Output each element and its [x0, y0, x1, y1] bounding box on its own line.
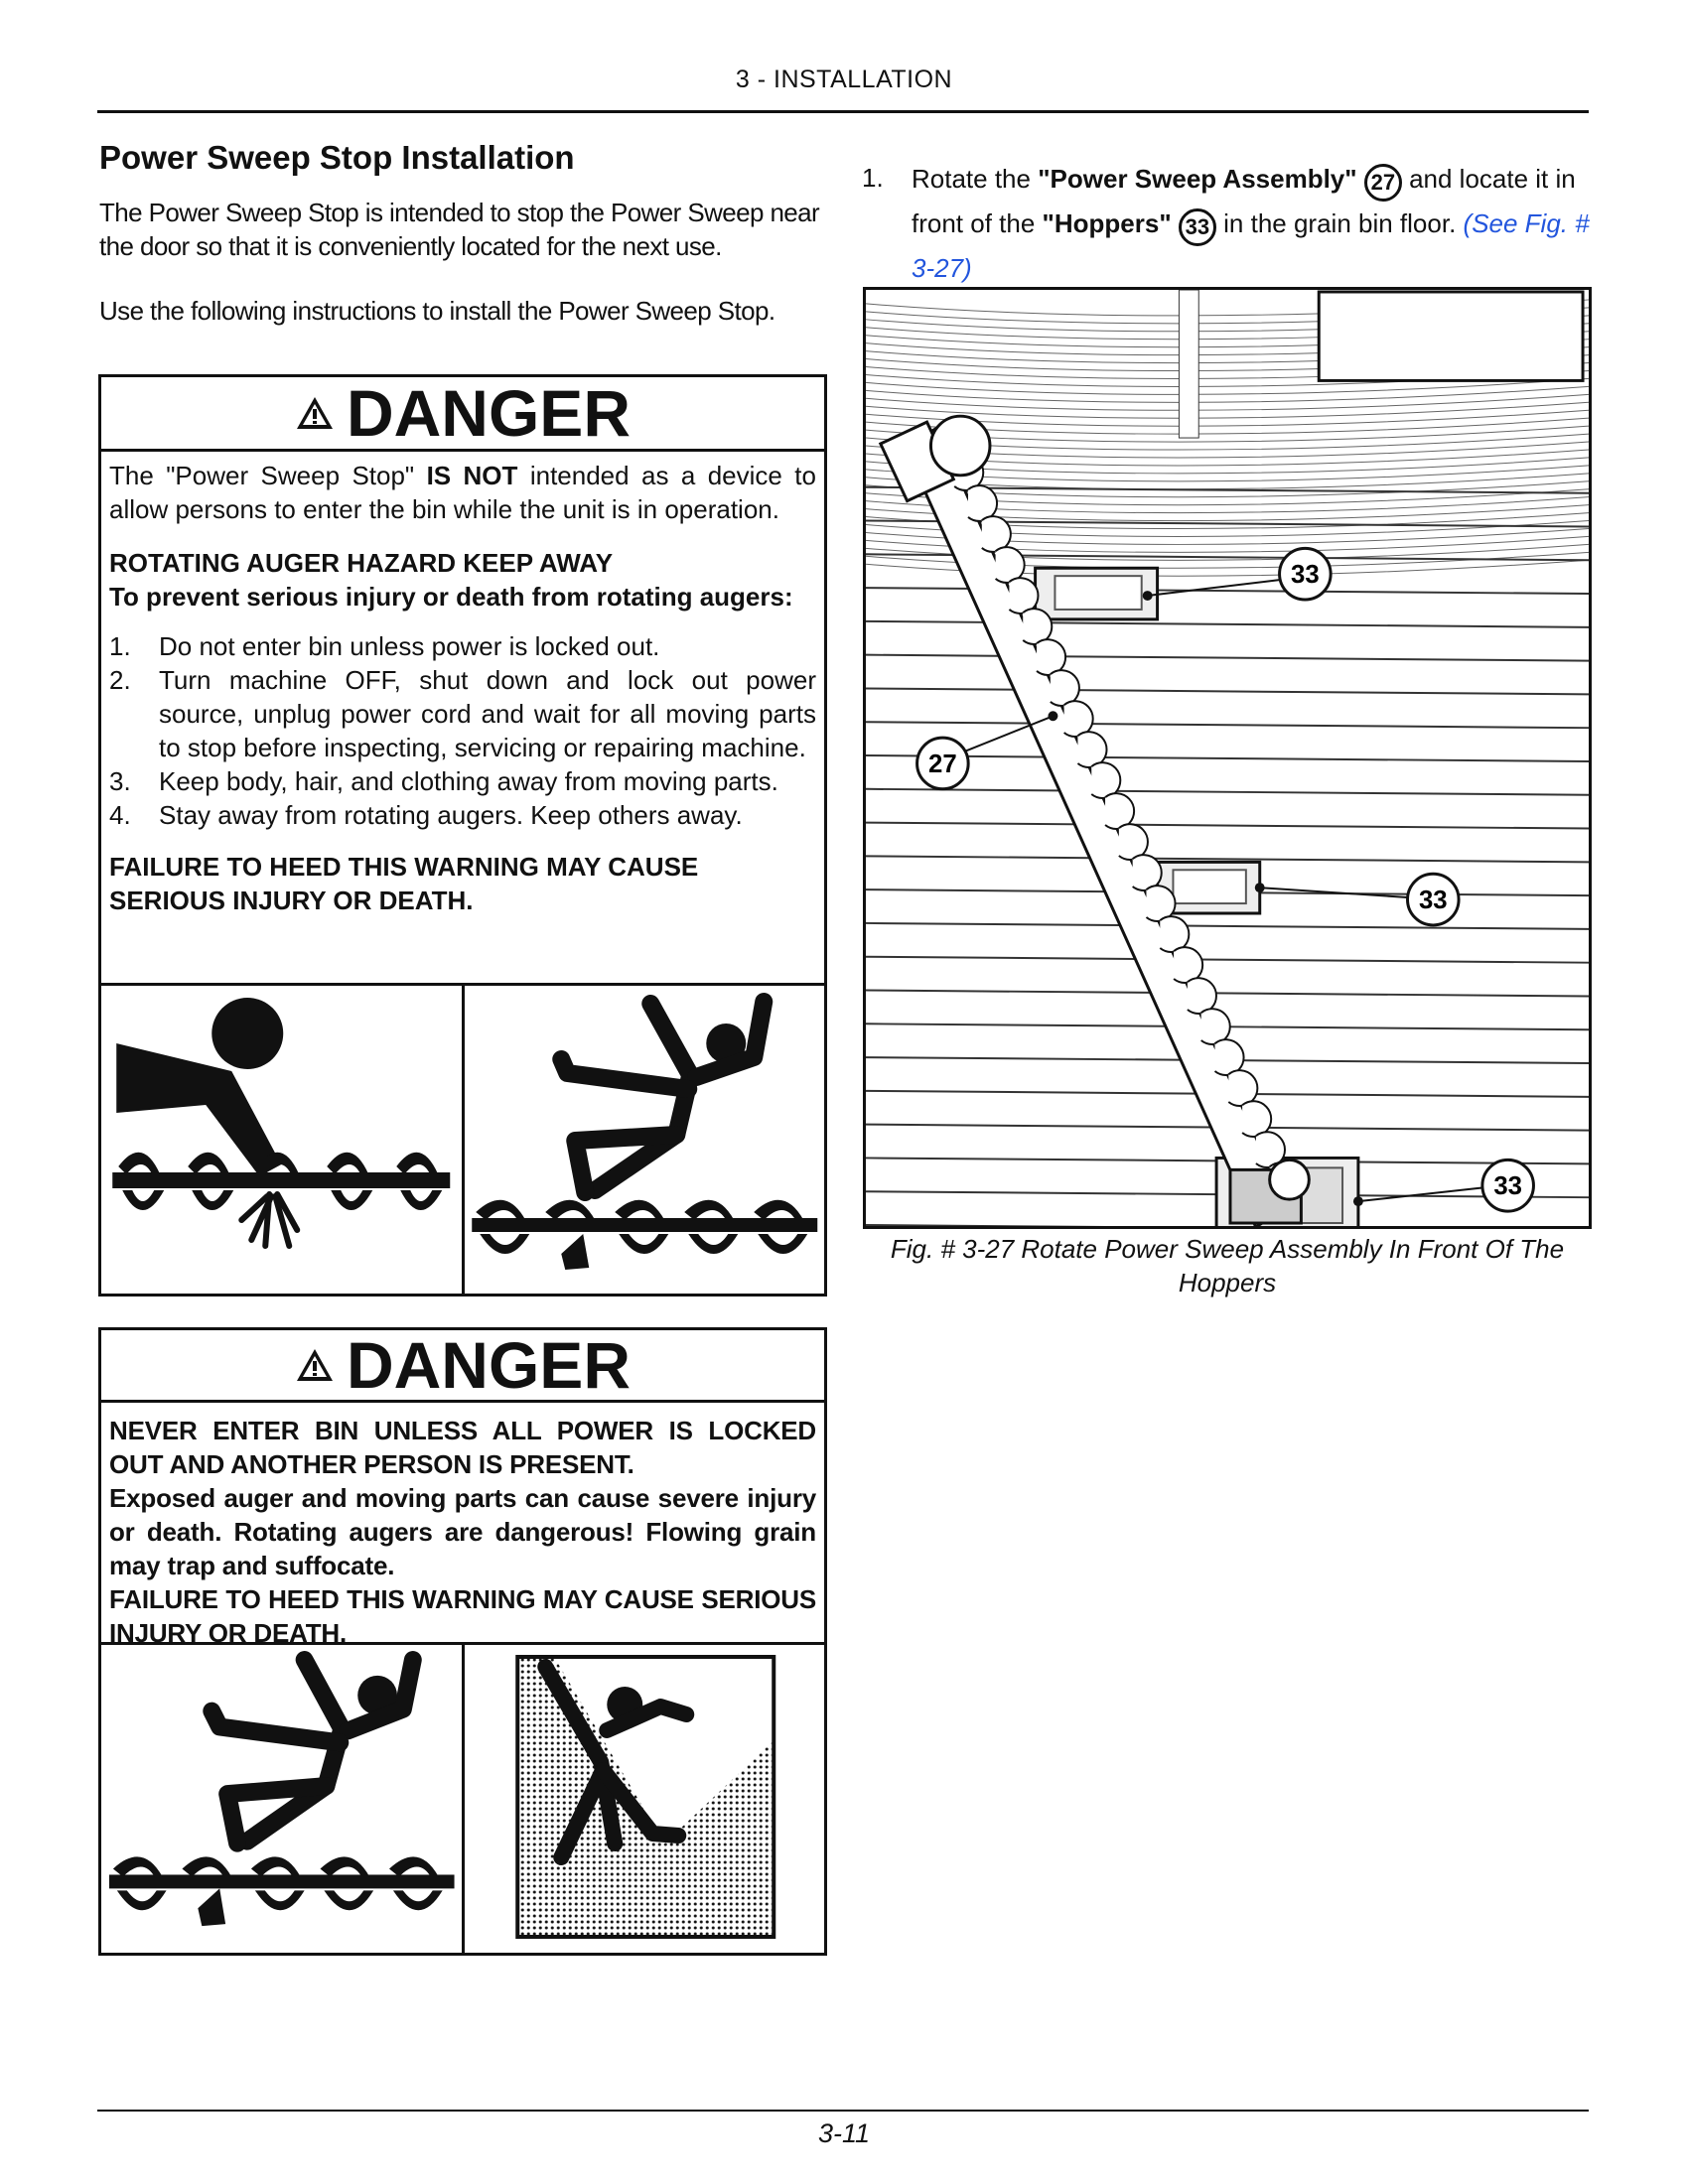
danger-signal-word: DANGER [346, 376, 631, 450]
footer-rule [97, 2110, 1589, 2112]
svg-text:33: 33 [1418, 887, 1448, 915]
danger-body [109, 1414, 816, 1650]
danger-line: FAILURE TO HEED THIS WARNING MAY CAUSE SERIOUS INJURY OR DEATH. [109, 1584, 816, 1648]
callout-badge: 27 [1364, 164, 1402, 202]
person-engulfed-by-grain-icon [462, 1645, 825, 1953]
power-sweep-auger-icon [881, 416, 1310, 1226]
person-falling-into-auger-icon [462, 986, 825, 1294]
list-item: 4. Stay away from rotating augers. Keep others away. [109, 800, 743, 830]
person-falling-into-auger-icon [101, 1645, 462, 1953]
page-number: 3-11 [817, 2118, 871, 2148]
danger-box [98, 374, 827, 1297]
list-item: 1. Do not enter bin unless power is locked out. [109, 631, 660, 661]
figure-3-27 [863, 287, 1592, 1229]
danger-header [101, 1330, 824, 1403]
list-item: 2. Turn machine OFF, shut down and lock out power source, unplug power cord and wait for all moving parts to stop before inspecting, servicing or repairing machine. [109, 665, 816, 762]
warning-triangle-icon [295, 395, 335, 431]
danger-signal-word: DANGER [346, 1328, 631, 1402]
intro-paragraph: Use the following instructions to install the Power Sweep Stop. [99, 296, 775, 326]
callout-badge [917, 738, 969, 789]
figure-caption: Fig. # 3-27 Rotate Power Sweep Assembly In Front Of The Hoppers [890, 1234, 1565, 1297]
running-header: 3 - INSTALLATION [735, 66, 953, 93]
callout-badge [1408, 874, 1460, 925]
intro-paragraph: The Power Sweep Stop is intended to stop the Power Sweep near the door so that it is conveniently located for the next use. [99, 198, 820, 261]
danger-line: NEVER ENTER BIN UNLESS ALL POWER IS LOCKED OUT AND ANOTHER PERSON IS PRESENT. [109, 1416, 816, 1479]
danger-header [101, 377, 824, 452]
callout-badge [1280, 548, 1332, 600]
warning-triangle-icon [295, 1347, 335, 1383]
danger-intro: The "Power Sweep Stop" IS NOT intended as a device to allow persons to enter the bin while the unit is in operation. [109, 461, 816, 524]
safety-steps [109, 629, 816, 832]
danger-body [109, 459, 816, 917]
header-rule [97, 110, 1589, 113]
danger-line: Exposed auger and moving parts can cause severe injury or death. Rotating augers are dangerous! Flowing grain may trap and suffocate. [109, 1483, 816, 1580]
power-sweep-illustration [866, 290, 1589, 1226]
hopper-icon [1036, 568, 1158, 619]
callout-badge [1482, 1160, 1534, 1211]
hazard-title: ROTATING AUGER HAZARD KEEP AWAY [109, 548, 614, 578]
figure-reference-link[interactable]: (See Fig. # 3-27) [912, 208, 1590, 283]
list-item: 3. Keep body, hair, and clothing away from moving parts. [109, 766, 778, 796]
arm-in-auger-icon [101, 986, 462, 1294]
svg-text:33: 33 [1493, 1172, 1523, 1201]
danger-box [98, 1327, 827, 1956]
callout-badge: 33 [1179, 208, 1216, 246]
pictogram-row [101, 1642, 824, 1953]
failure-warning: FAILURE TO HEED THIS WARNING MAY CAUSE SERIOUS INJURY OR DEATH. [109, 852, 699, 915]
svg-text:33: 33 [1291, 561, 1320, 590]
step-text: Rotate the "Power Sweep Assembly" 27 and locate it in front of the "Hoppers" 33 in the grain bin floor. (See Fig. # 3-27) [912, 164, 1590, 283]
section-title: Power Sweep Stop Installation [99, 139, 575, 176]
hazard-subtitle: To prevent serious injury or death from rotating augers: [109, 582, 793, 612]
svg-text:27: 27 [928, 750, 957, 778]
pictogram-row [101, 983, 824, 1294]
step-number: 1. [862, 163, 884, 193]
